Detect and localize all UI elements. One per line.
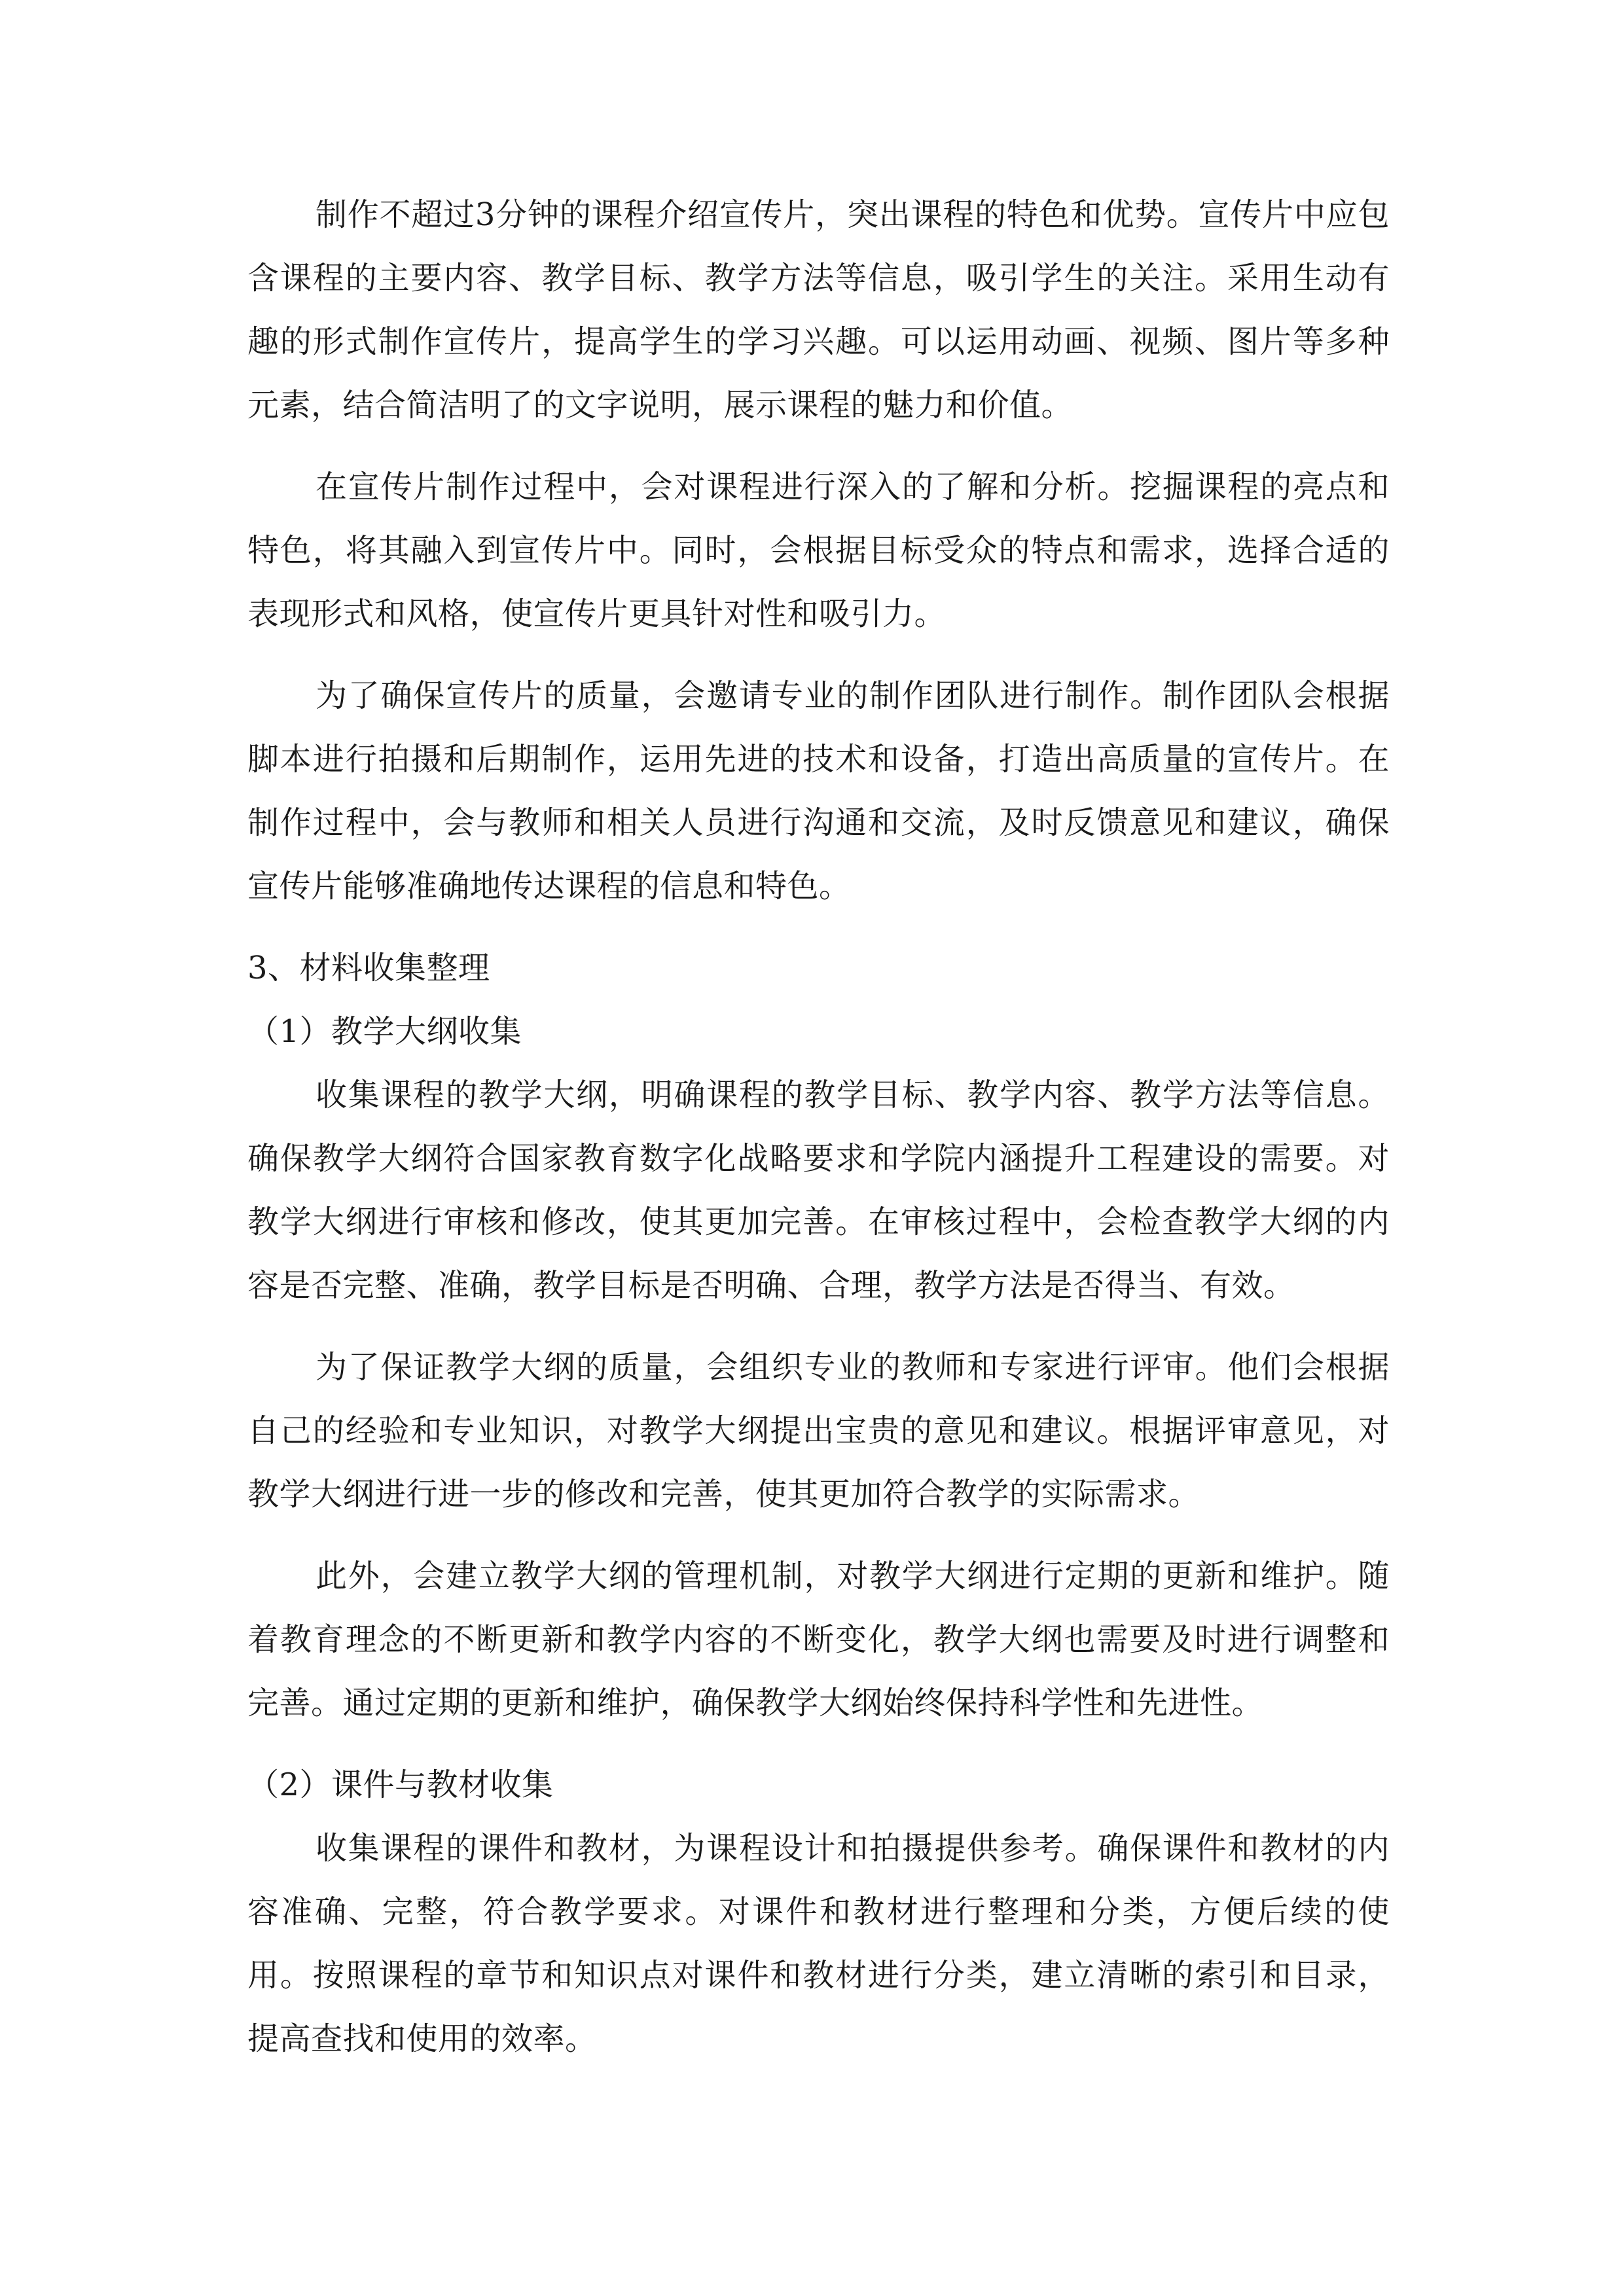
paragraph: 在宣传片制作过程中，会对课程进行深入的了解和分析。挖掘课程的亮点和特色，将其融入到宣传片中。同时，会根据目标受众的特点和需求，选择合适的表现形式和风格，使宣传片更具针对性和吸引力。 [247,469,1390,632]
paragraph: 此外，会建立教学大纲的管理机制，对教学大纲进行定期的更新和维护。随着教育理念的不断更新和教学内容的不断变化，教学大纲也需要及时进行调整和完善。通过定期的更新和维护，确保教学大纲始终保持科学性和先进性。 [247,1558,1390,1721]
paragraph: 收集课程的教学大纲，明确课程的教学目标、教学内容、教学方法等信息。确保教学大纲符合国家教育数字化战略要求和学院内涵提升工程建设的需要。对教学大纲进行审核和修改，使其更加完善。在审核过程中，会检查教学大纲的内容是否完整、准确，教学目标是否明确、合理，教学方法是否得当、有效。 [247,1077,1390,1304]
section-heading: 3、材料收集整理 [247,950,490,986]
subsection-heading: （2）课件与教材收集 [247,1767,554,1803]
document-body [247,183,1390,2089]
subsection-heading: （1）教学大纲收集 [247,1013,522,1050]
paragraph: 为了确保宣传片的质量，会邀请专业的制作团队进行制作。制作团队会根据脚本进行拍摄和后期制作，运用先进的技术和设备，打造出高质量的宣传片。在制作过程中，会与教师和相关人员进行沟通和交流，及时反馈意见和建议，确保宣传片能够准确地传达课程的信息和特色。 [247,677,1390,905]
paragraph: 收集课程的课件和教材，为课程设计和拍摄提供参考。确保课件和教材的内容准确、完整，符合教学要求。对课件和教材进行整理和分类，方便后续的使用。按照课程的章节和知识点对课件和教材进行分类，建立清晰的索引和目录，提高查找和使用的效率。 [247,1830,1390,2057]
paragraph: 制作不超过3分钟的课程介绍宣传片，突出课程的特色和优势。宣传片中应包含课程的主要内容、教学目标、教学方法等信息，吸引学生的关注。采用生动有趣的形式制作宣传片，提高学生的学习兴趣。可以运用动画、视频、图片等多种元素，结合简洁明了的文字说明，展示课程的魅力和价值。 [247,196,1390,423]
paragraph: 为了保证教学大纲的质量，会组织专业的教师和专家进行评审。他们会根据自己的经验和专业知识，对教学大纲提出宝贵的意见和建议。根据评审意见，对教学大纲进行进一步的修改和完善，使其更加符合教学的实际需求。 [247,1349,1390,1513]
